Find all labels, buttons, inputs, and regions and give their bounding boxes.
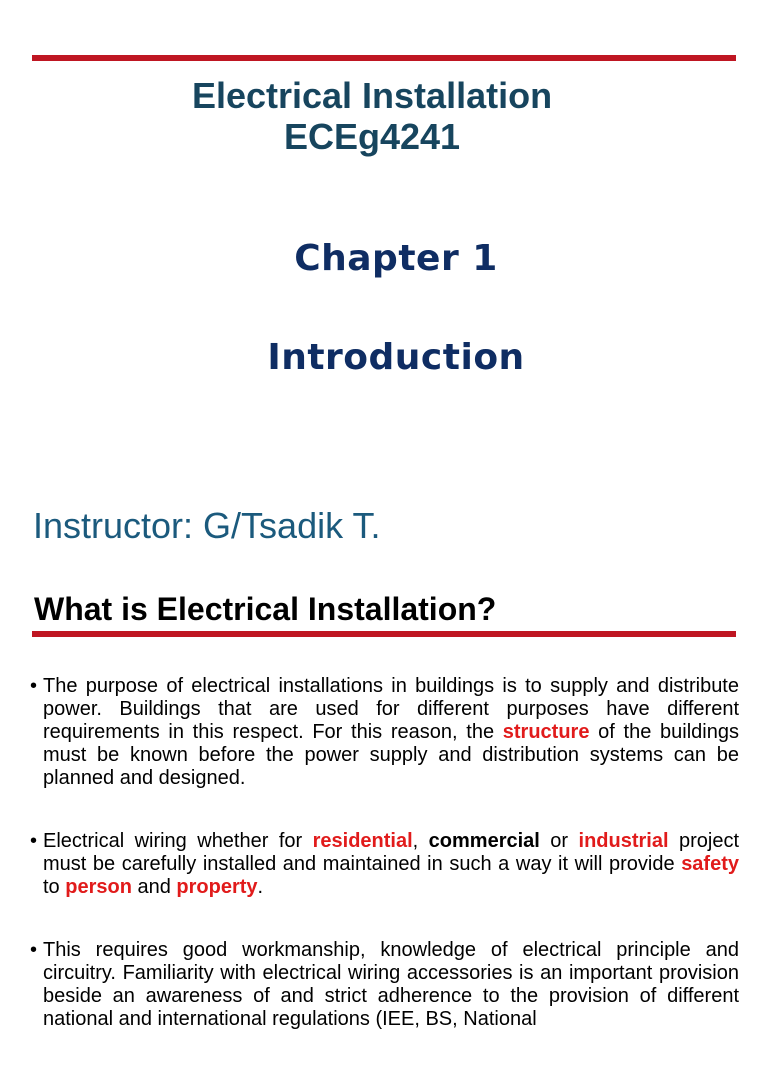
bullet-text: The purpose of electrical installations in buildings is to supply and distribute power. Buildings that are used for different purposes have different requirements in this respect. For this reason, the [43,675,739,743]
bullet-text: Electrical wiring whether for [43,830,313,852]
highlight-person: person [65,876,132,898]
bullet-list [30,675,739,1071]
bullet-item-purpose [30,675,739,790]
bullet-text: to [43,876,66,898]
highlight-residential: residential [312,830,413,852]
bullet-text: project must be carefully installed and maintained in such a way it will provide [43,830,739,875]
instructor-name: Instructor: G/Tsadik T. [33,505,381,546]
highlight-property: property [176,876,258,898]
chapter-title: Chapter 1 [294,238,498,279]
course-title: Electrical Installation [191,75,553,116]
top-divider [32,55,736,61]
bullet-text: of the buildings must be known before the power supply and distribution systems can be planned and designed. [43,721,739,789]
heading-divider [32,631,736,637]
bullet-text: . [257,876,264,898]
bullet-text: and [131,876,177,898]
bullet-text: , [412,830,429,852]
bullet-item-wiring [30,830,739,899]
bullet-text: or [539,830,579,852]
chapter-subtitle: Introduction [267,337,525,378]
highlight-safety: safety [681,853,739,875]
highlight-industrial: industrial [578,830,669,852]
section-heading: What is Electrical Installation? [34,591,497,627]
highlight-commercial: commercial [428,830,540,852]
bullet-text: This requires good workmanship, knowledge of electrical principle and circuitry. Familiarity with electrical wiring accessories is an important provision beside an awareness of and strict adherence to the provision of different national and international regulations (IEE, BS, National [43,939,739,1030]
highlight-structure: structure [502,721,590,743]
course-code: ECEg4241 [283,116,461,157]
bullet-item-workmanship [30,939,739,1031]
